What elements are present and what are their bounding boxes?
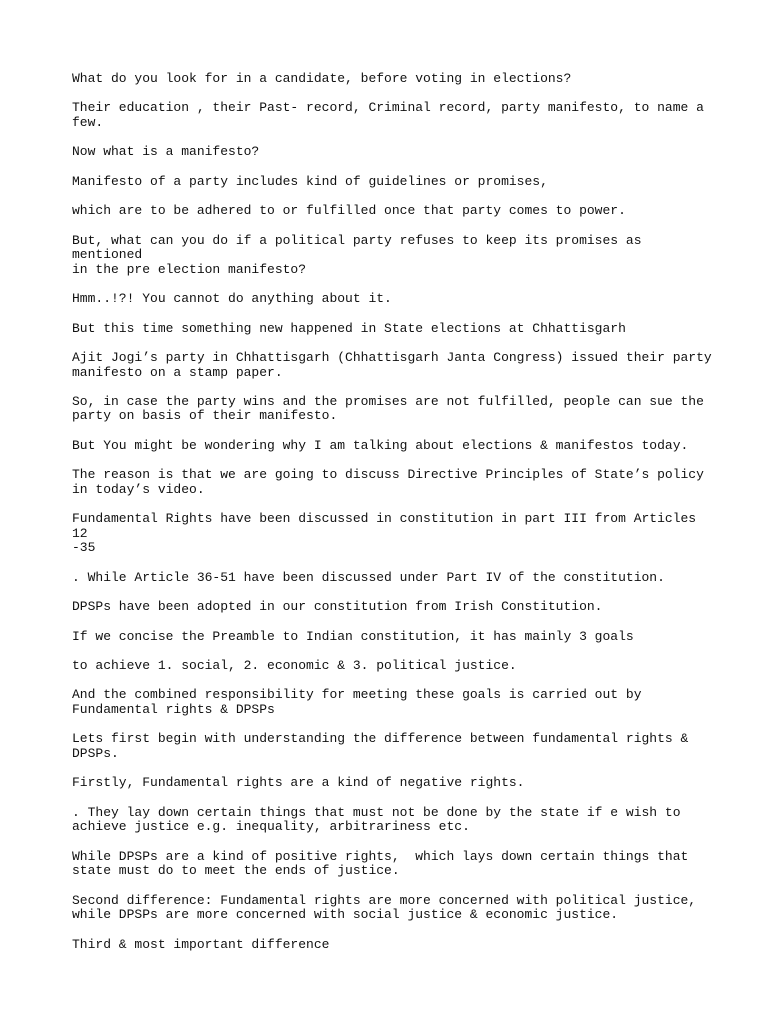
paragraph: Now what is a manifesto? <box>72 144 260 160</box>
paragraph: Fundamental Rights have been discussed in constitution in part III from Articles 12 -35 <box>72 511 697 556</box>
paragraph: While DPSPs are a kind of positive rights, which lays down certain things that state must do to meet the ends of justice. <box>72 848 689 879</box>
paragraph: Manifesto of a party includes kind of guidelines or promises, <box>72 173 548 189</box>
paragraph: Ajit Jogi’s party in Chhattisgarh (Chhattisgarh Janta Congress) issued their party manifesto on a stamp paper. <box>72 349 712 380</box>
paragraph: And the combined responsibility for meeting these goals is carried out by Fundamental rights & DPSPs <box>72 687 642 717</box>
paragraph: Lets first begin with understanding the difference between fundamental rights & DPSPs. <box>72 731 689 761</box>
paragraph: But this time something new happened in State elections at Chhattisgarh <box>72 320 626 336</box>
paragraph: What do you look for in a candidate, before voting in elections? <box>72 71 572 86</box>
paragraph: But You might be wondering why I am talking about elections & manifestos today. <box>72 437 689 453</box>
paragraph: Firstly, Fundamental rights are a kind of negative rights. <box>72 775 525 791</box>
paragraph: . They lay down certain things that must not be done by the state if e wish to achieve justice e.g. inequality, arbitrariness etc. <box>72 804 681 835</box>
paragraph: to achieve 1. social, 2. economic & 3. political justice. <box>72 658 517 673</box>
paragraph: If we concise the Preamble to Indian constitution, it has mainly 3 goals <box>72 628 634 644</box>
paragraph: The reason is that we are going to discuss Directive Principles of State’s policy in today’s video. <box>72 467 704 497</box>
paragraph: which are to be adhered to or fulfilled once that party comes to power. <box>72 203 626 219</box>
paragraph: Second difference: Fundamental rights are more concerned with political justice, while DPSPs are more concerned with social justice & economic justice. <box>72 892 697 923</box>
paragraph: Third & most important difference <box>72 936 330 952</box>
paragraph: Hmm..!?! You cannot do anything about it. <box>72 291 392 307</box>
document-body <box>72 72 712 967</box>
paragraph: . While Article 36-51 have been discussed under Part IV of the constitution. <box>72 569 665 585</box>
paragraph: But, what can you do if a political party refuses to keep its promises as mentioned in the pre election manifesto? <box>72 232 642 277</box>
paragraph: DPSPs have been adopted in our constitution from Irish Constitution. <box>72 599 603 615</box>
paragraph: Their education , their Past- record, Criminal record, party manifesto, to name a few. <box>72 100 704 130</box>
paragraph: So, in case the party wins and the promises are not fulfilled, people can sue the party on basis of their manifesto. <box>72 393 704 424</box>
